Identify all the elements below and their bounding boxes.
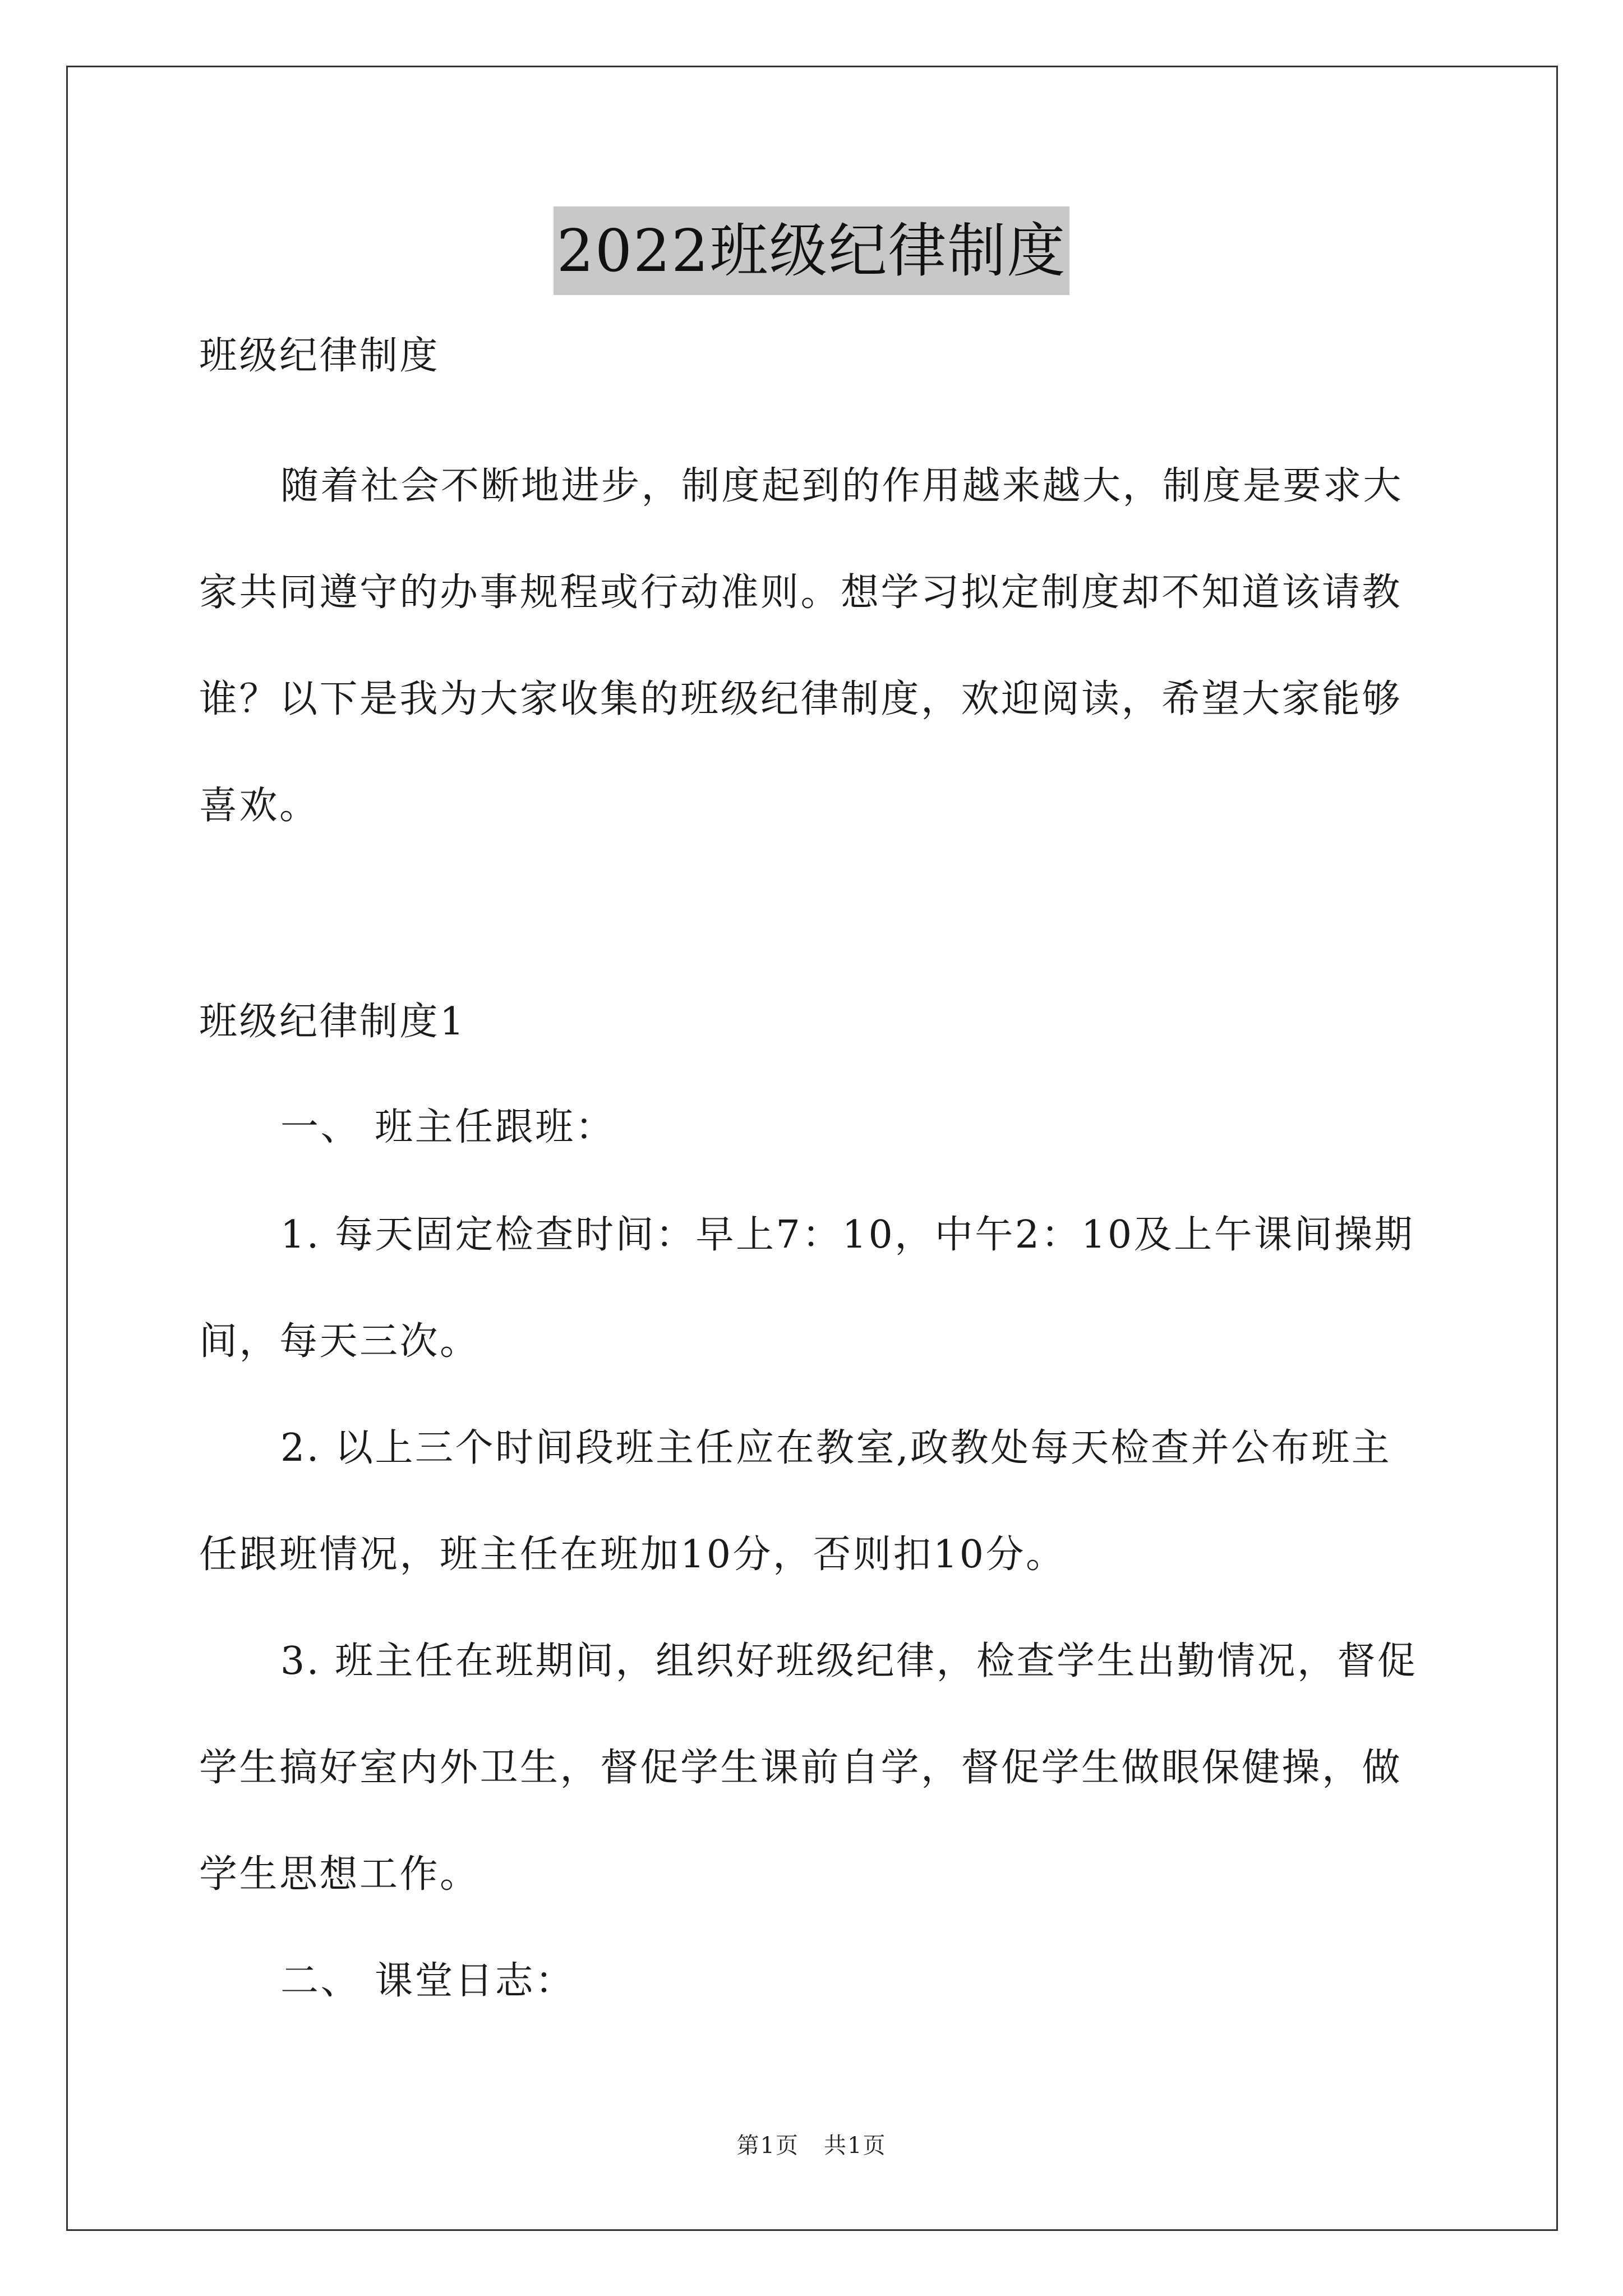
- list-heading: 一、 班主任跟班：: [280, 1105, 616, 1149]
- paragraph-line: 学生搞好室内外卫生，督促学生课前自学，督促学生做眼保健操，做: [199, 1746, 1403, 1790]
- paragraph-line: 喜欢。: [199, 784, 320, 828]
- document-title: 2022班级纪律制度: [554, 206, 1070, 295]
- paragraph-line: 任跟班情况，班主任在班加10分，否则扣10分。: [199, 1533, 1066, 1577]
- paragraph-line: 2. 以上三个时间段班主任应在教室,政教处每天检查并公布班主: [280, 1426, 1392, 1470]
- paragraph-line: 间，每天三次。: [199, 1319, 480, 1364]
- paragraph-line: 1. 每天固定检查时间：早上7：10，中午2：10及上午课间操期: [280, 1213, 1415, 1257]
- page-footer: [0, 2129, 1623, 2162]
- list-heading: 二、 课堂日志：: [280, 1959, 575, 2003]
- page-total: 共1页: [824, 2133, 887, 2159]
- paragraph-line: 3. 班主任在班期间，组织好班级纪律，检查学生出勤情况，督促: [280, 1639, 1418, 1683]
- paragraph-line: 谁？以下是我为大家收集的班级纪律制度，欢迎阅读，希望大家能够: [199, 677, 1403, 721]
- paragraph-line: 家共同遵守的办事规程或行动准则。想学习拟定制度却不知道该请教: [199, 570, 1403, 615]
- paragraph-line: 学生思想工作。: [199, 1852, 480, 1897]
- section-heading: 班级纪律制度: [199, 334, 440, 378]
- title-container: [0, 206, 1623, 295]
- page-number: 第1页: [736, 2133, 799, 2159]
- section-heading: 班级纪律制度1: [199, 1000, 466, 1044]
- paragraph-line: 随着社会不断地进步，制度起到的作用越来越大，制度是要求大: [280, 464, 1404, 508]
